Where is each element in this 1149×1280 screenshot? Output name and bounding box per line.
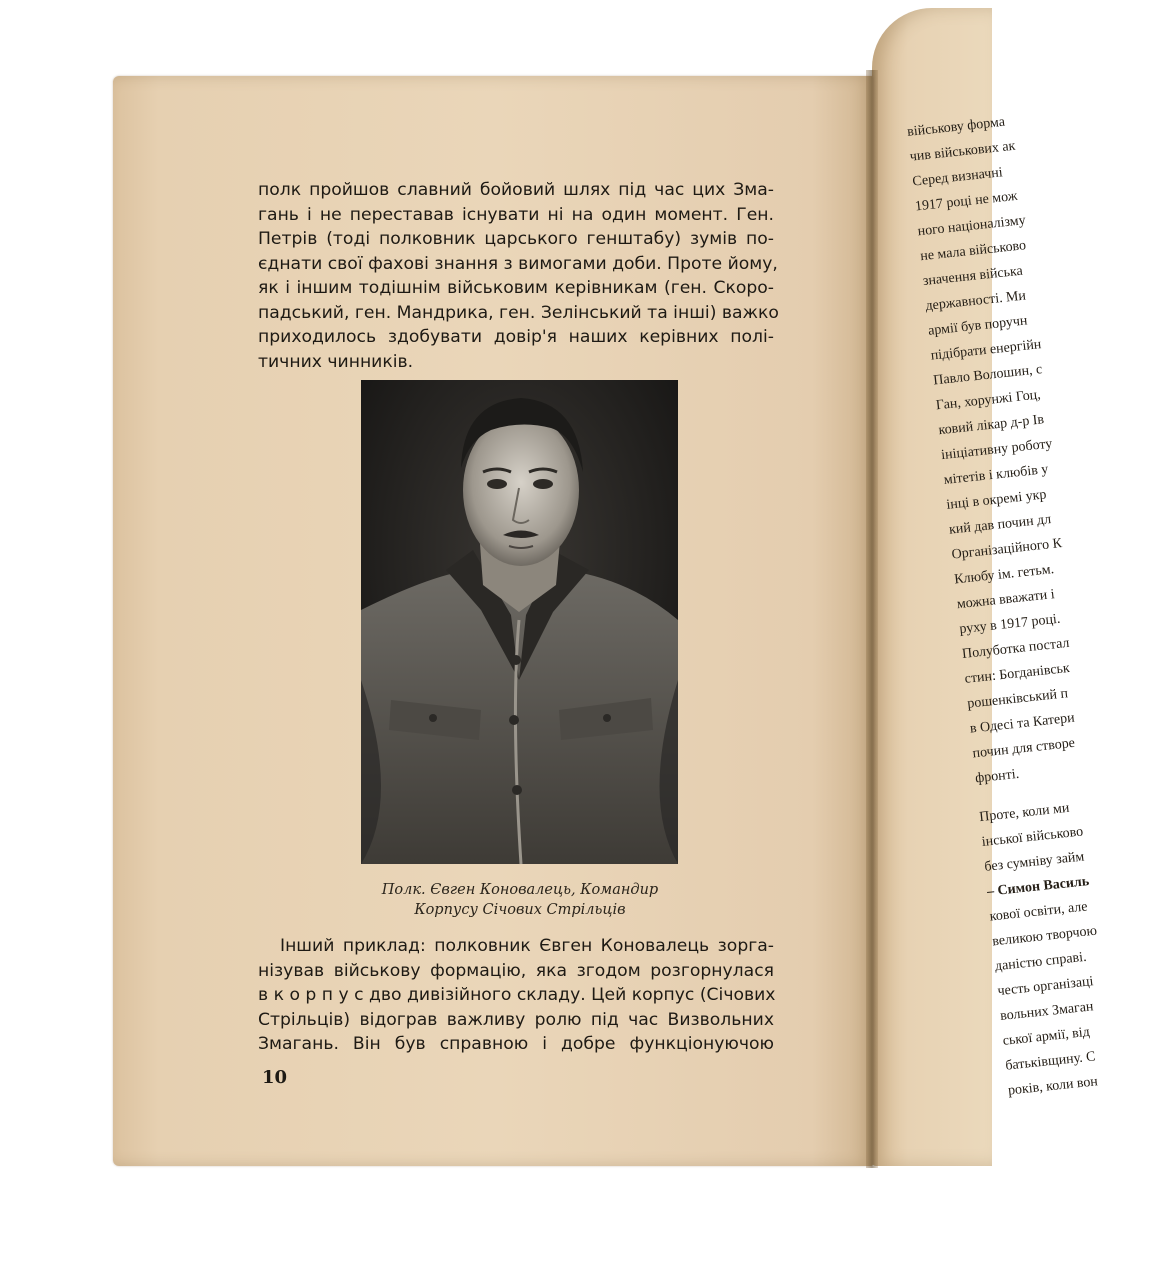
right-page-line: ської армії, від (1002, 1024, 1091, 1049)
right-page-line: руху в 1917 році. (958, 611, 1062, 638)
paragraph-line: Інший приклад: полковник Євген Коновалець зорга- (280, 936, 774, 956)
paragraph-line: Петрів (тоді полковник царського генштабу) зумів по- (258, 229, 774, 249)
right-page-line: значення війська (922, 263, 1024, 290)
paragraph-line: приходилось здобувати довір'я наших керівних полі- (258, 327, 774, 347)
paragraph-line: Змагань. Він був справною і добре функціонуючою (258, 1034, 774, 1054)
right-page-line: Клюбу ім. гетьм. (953, 562, 1055, 588)
right-page-line: даністю справі. (994, 949, 1088, 975)
right-page-line: Організаційного К (950, 536, 1063, 563)
page-number: 10 (262, 1067, 288, 1088)
right-page-line: не мала військово (919, 238, 1027, 265)
right-page-line: інці в окремі укр (945, 487, 1048, 513)
right-page-line: рошенківський п (966, 686, 1069, 712)
photo-caption (300, 880, 740, 920)
right-page-line: вольних Змаган (999, 999, 1095, 1025)
right-page-line: армії був поручн (927, 313, 1029, 339)
right-page-line: почин для створе (971, 735, 1076, 762)
right-page-line: державності. Ми (924, 288, 1027, 314)
paragraph-1 (258, 178, 779, 374)
paragraph-line: єднати свої фахові знання з вимогами доби. Проте йому, (258, 253, 778, 274)
right-page-line: ініціативну роботу (940, 436, 1054, 464)
right-page-line: кий дав почин дл (948, 512, 1052, 538)
right-page-line: мітетів і клюбів у (943, 462, 1050, 488)
right-page-line: інської військово (981, 824, 1084, 850)
right-page-line: Проте, коли ми (978, 800, 1071, 826)
paragraph-line: в к о р п у с дво дивізійного складу. Цей корпус (Січових (258, 985, 776, 1005)
paragraph-line: тичних чинників. (258, 351, 414, 372)
caption-line: Корпусу Січових Стрільців (414, 902, 626, 918)
paragraph-line: як і іншим тодішнім військовим керівникам (ген. Скоро- (258, 278, 774, 298)
right-page-line: стин: Богданівськ (964, 660, 1071, 687)
right-page-line: без сумніву займ (983, 849, 1085, 875)
right-page-line: фронті. (974, 766, 1020, 787)
paragraph-line: гань і не переставав існувати ні на один момент. Ген. (258, 204, 774, 225)
right-page-line: військову форма (906, 114, 1006, 140)
right-page-line: в Одесі та Катери (969, 710, 1076, 737)
right-page-line: – Симон Василь (986, 874, 1090, 900)
caption-line: Полк. Євген Коновалець, Командир (381, 882, 659, 898)
portrait-photo (361, 380, 678, 864)
paragraph-line: Стрільців) відограв важливу ролю під час Визвольних (258, 1009, 774, 1030)
right-page-line: підібрати енергійн (930, 337, 1043, 364)
right-page-line: 1917 році не мож (914, 188, 1019, 215)
portrait-illustration (361, 380, 678, 864)
right-page-line: чив військових ак (909, 138, 1017, 165)
right-page-line: батьківщину. С (1004, 1049, 1097, 1074)
right-page-line: Павло Волошин, с (932, 362, 1043, 389)
right-page-line: можна вважати і (956, 587, 1056, 613)
paragraph-line: полк пройшов славний бойовий шлях під час цих Зма- (258, 180, 774, 200)
right-page-line: честь організаці (996, 974, 1095, 1000)
paragraph-line: нізував військову формацію, яка згодом розгорнулася (258, 960, 774, 981)
paragraph-line: падський, ген. Мандрика, ген. Зелінський та інші) важко (258, 302, 779, 323)
right-page-line: ного націоналізму (916, 213, 1027, 240)
right-page-line: великою творчою (991, 923, 1098, 950)
paragraph-2 (258, 934, 774, 1057)
right-page-line: Ган, хорунжі Гоц, (935, 387, 1042, 414)
right-page-line: Полуботка постал (961, 635, 1071, 663)
right-page-line: кової освіти, але (988, 899, 1089, 925)
right-page-line: ковий лікар д-р Ів (937, 412, 1045, 439)
right-page-line: Серед визначні (911, 165, 1004, 190)
right-page-line: років, коли вон (1007, 1074, 1099, 1099)
book-spine (866, 70, 878, 1168)
